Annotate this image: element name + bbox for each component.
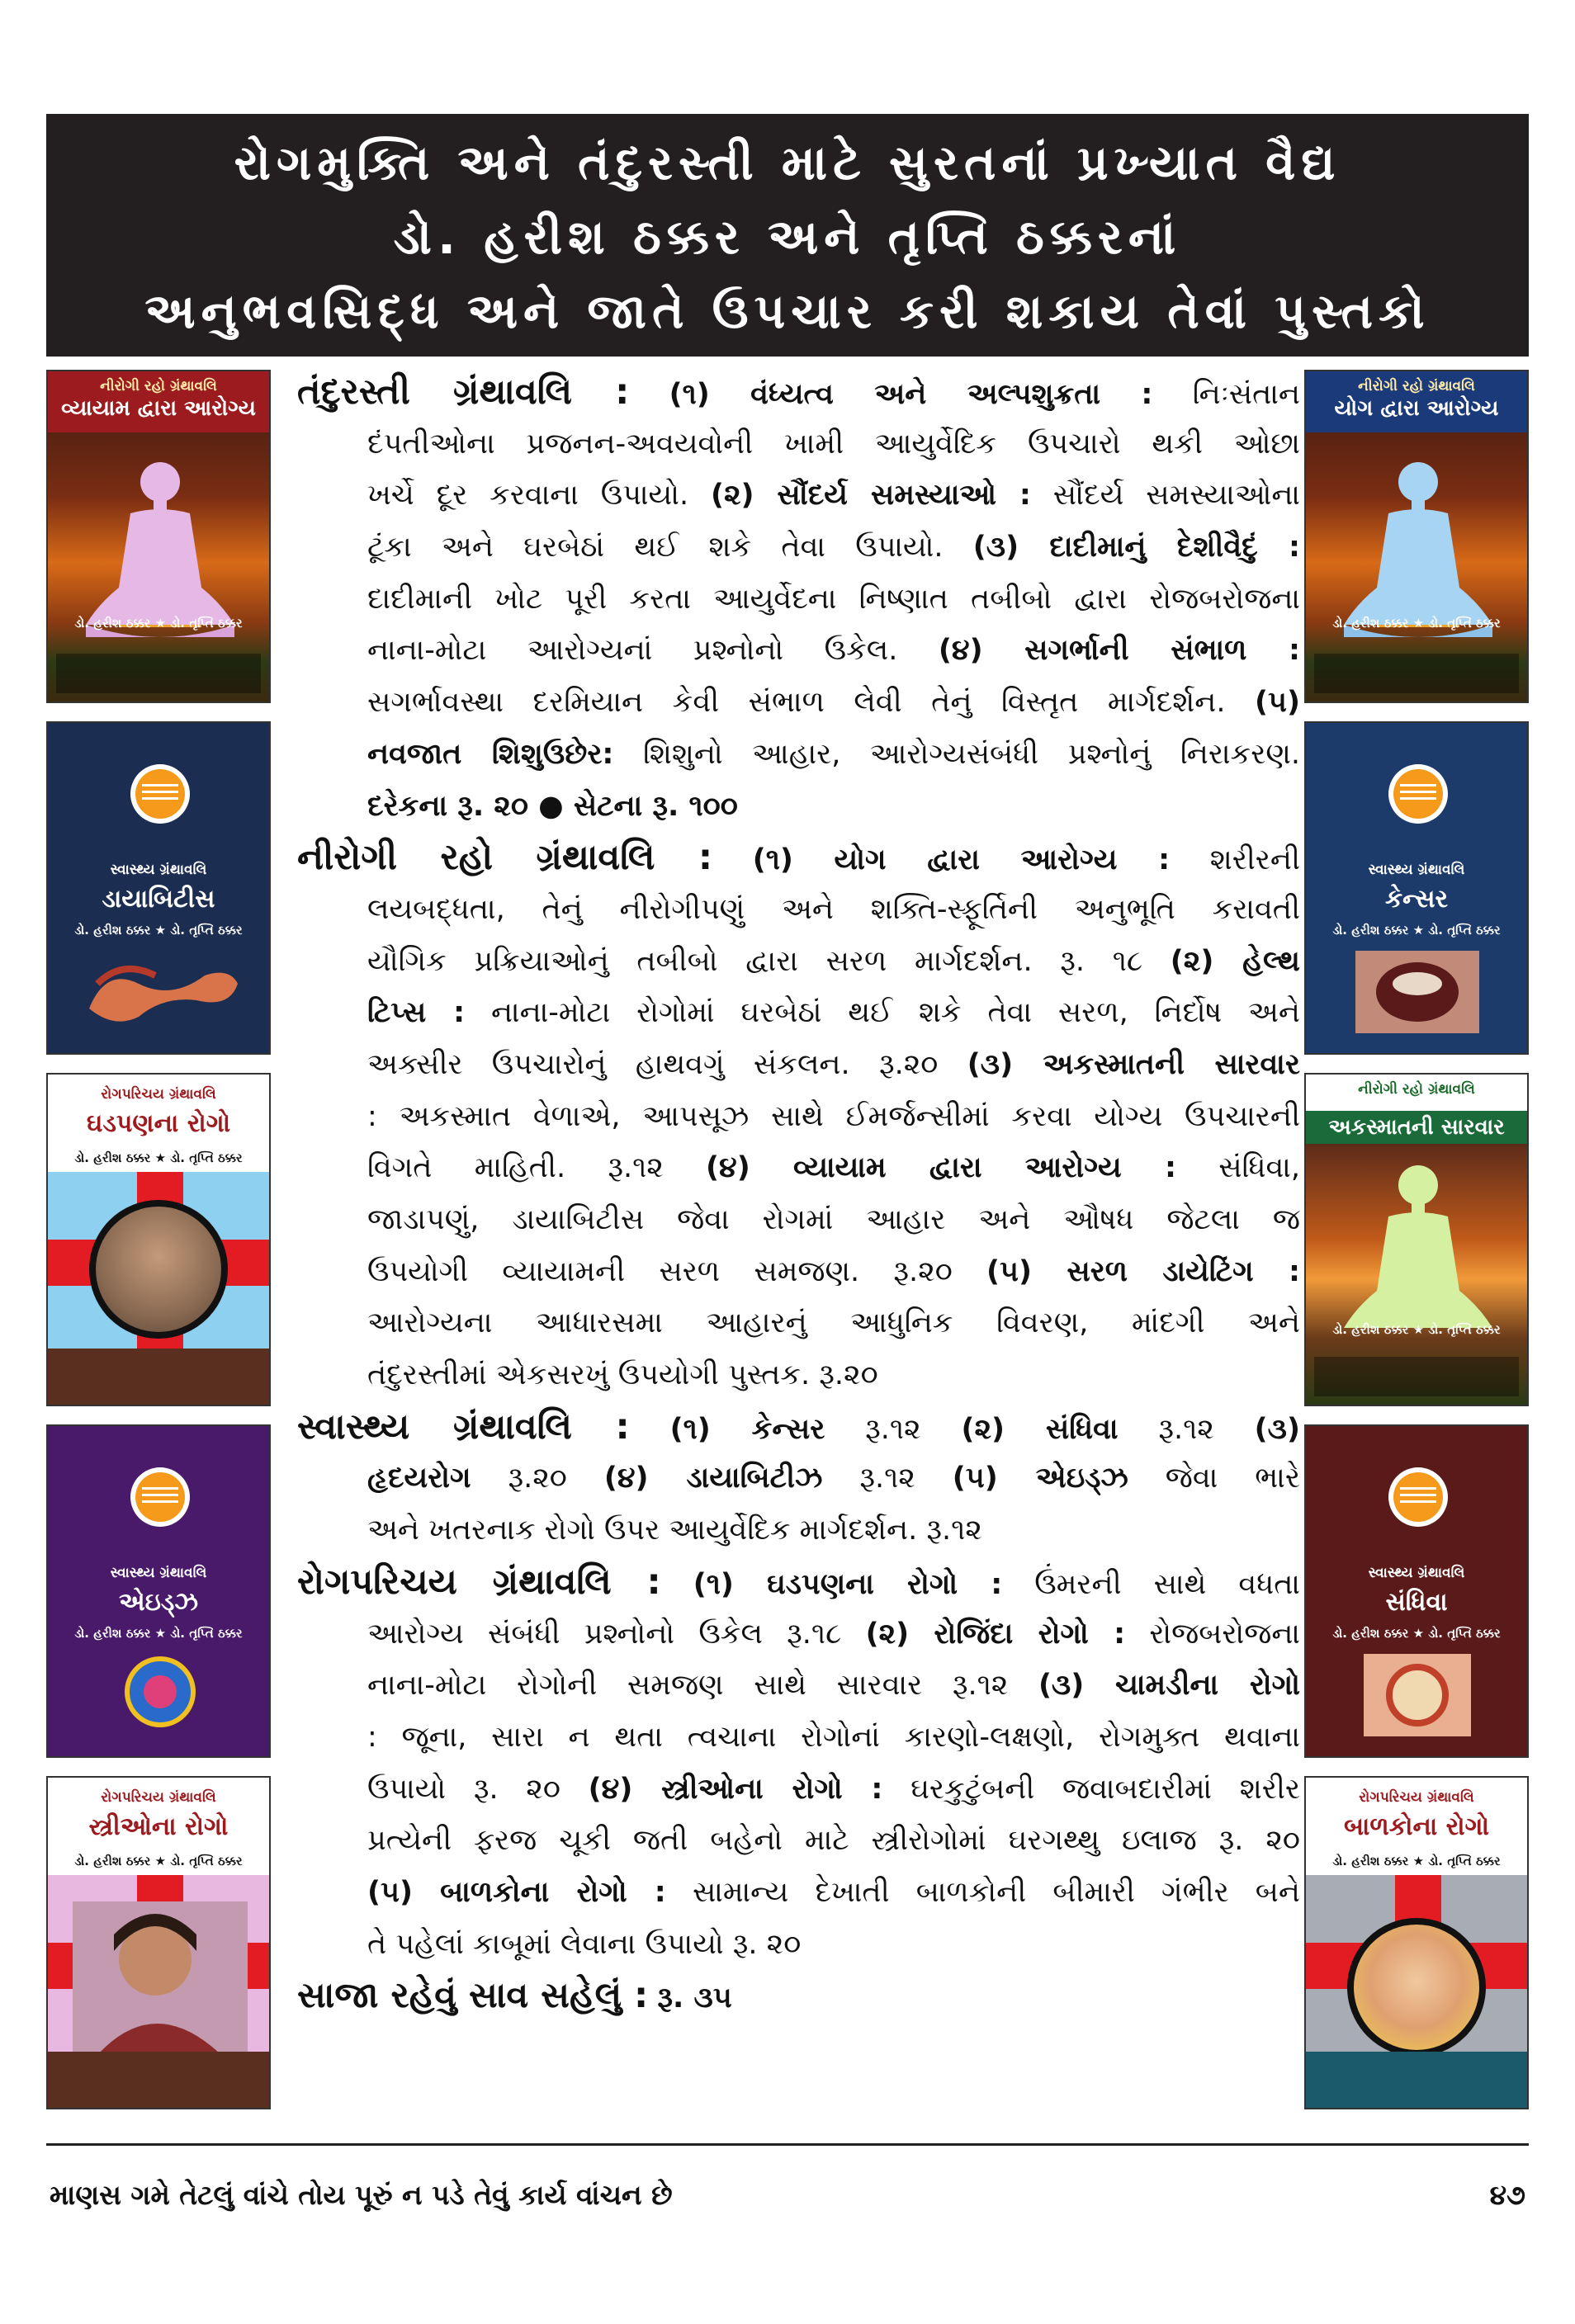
cover-series: સ્વાસ્થ્ય ગ્રંથાવલિ [110, 1565, 207, 1581]
price: રૂ. ૩૫ [657, 1982, 732, 2015]
cover-title: બાળકોના રોગો [1343, 1812, 1490, 1841]
cover-title: ડાયાબિટીસ [102, 885, 215, 914]
virus-illustration-icon [73, 1654, 248, 1736]
cover-author: ડો. હરીશ ઠક્કર ★ ડો. તૃપ્તિ ઠક્કર [1332, 923, 1501, 938]
cover-title: ઘડપણના રોગો [86, 1109, 231, 1138]
footer-divider [46, 2143, 1529, 2146]
cover-author: ડો. હરીશ ઠક્કર ★ ડો. તૃપ્તિ ઠક્કર [74, 616, 243, 631]
cover-title: અકસ્માતની સારવાર [1306, 1111, 1527, 1144]
sun-logo-icon [135, 769, 185, 819]
cover-series: સ્વાસ્થ્ય ગ્રંથાવલિ [1368, 862, 1465, 878]
banner-line-3: અનુભવસિદ્ધ અને જાતે ઉપચાર કરી શકાય તેવાં પુસ્તકો [144, 283, 1431, 339]
section-heading: સાજા રહેવું સાવ સહેલું : [297, 1975, 649, 2017]
pancreas-illustration-icon [73, 951, 248, 1033]
cover-author: ડો. હરીશ ઠક્કર ★ ડો. તૃપ્તિ ઠક્કર [1332, 1322, 1501, 1337]
banner-line-2: ડો. હરીશ ઠક્કર અને તૃપ્તિ ઠક્કરનાં [393, 209, 1182, 265]
knee-joint-illustration-icon [1331, 1654, 1506, 1736]
sun-logo-icon [1393, 1472, 1443, 1522]
cover-ghadpan [46, 1073, 271, 1406]
cover-author: ડો. હરીશ ઠક્કર ★ ડો. તૃપ્તિ ઠક્કર [74, 923, 243, 938]
mouth-photo [1331, 951, 1506, 1033]
cover-author: ડો. હરીશ ઠક્કર ★ ડો. તૃપ્તિ ઠક્કર [1332, 616, 1501, 631]
cover-series: નીરોગી રહો ગ્રંથાવલિ [1358, 1081, 1475, 1098]
cover-author: ડો. હરીશ ઠક્કર ★ ડો. તૃપ્તિ ઠક્કર [1332, 1854, 1501, 1868]
children-photo [1347, 1918, 1486, 2057]
cover-cancer [1304, 721, 1529, 1055]
section-nirogi-raho: નીરોગી રહો ગ્રંથાવલિ : (૧) યોગ દ્વારા આરોગ્ય : શરીરની લયબદ્ધતા, તેનું નીરોગીપણું અને શક્તિ-સ્ફૂર્તિની અનુભૂતિ કરાવતી યૌગિક પ્રક્રિયાઓનું તબીબો દ્વારા સરળ માર્ગદર્શન. રૂ. ૧૮ (૨) હેલ્થ ટિપ્સ : નાના-મોટા રોગોમાં ઘરબેઠાં થઈ શકે તેવા સરળ, નિર્દોષ અને અક્સીર ઉપચારોનું હાથવગું સંકલન. રૂ.૨૦ (૩) અકસ્માતની સારવાર : અકસ્માત વેળાએ, આપસૂઝ સાથે ઈમર્જન્સીમાં કરવા યોગ્ય ઉપચારની વિગતે માહિતી. રૂ.૧૨ (૪) વ્યાયામ દ્વારા આરોગ્ય : સંધિવા, જાડાપણું, ડાયાબિટીસ જેવા રોગમાં આહાર અને ઔષધ જેટલા જ ઉપયોગી વ્યાયામની સરળ સમજણ. રૂ.૨૦ (૫) સરળ ડાયેટિંગ : આરોગ્યના આધારસમા આહારનું આધુનિક વિવરણ, માંદગી અને તંદુરસ્તીમાં એકસરખું ઉપયોગી પુસ્તક. રૂ.૨૦ [297, 837, 1300, 1392]
cover-akasmat [1304, 1073, 1529, 1406]
cover-title: વ્યાયામ દ્વારા આરોગ્ય [61, 396, 256, 421]
cover-sandhiva [1304, 1424, 1529, 1758]
section-saja-rahevu [297, 1970, 1300, 2022]
section-heading: નીરોગી રહો ગ્રંથાવલિ : [297, 837, 713, 879]
cover-series: રોગપરિચય ગ્રંથાવલિ [101, 1086, 216, 1103]
footer-quote: માણસ ગમે તેટલું વાંચે તોય પૂરું ન પડે તેવું કાર્ય વાંચન છે [50, 2179, 673, 2211]
cover-title: સ્ત્રીઓના રોગો [88, 1812, 229, 1841]
section-heading: રોગપરિચય ગ્રંથાવલિ : [297, 1561, 661, 1603]
cover-series: સ્વાસ્થ્ય ગ્રંથાવલિ [110, 862, 207, 878]
elderly-man-photo [89, 1200, 228, 1339]
cover-series: રોગપરિચય ગ્રંથાવલિ [101, 1789, 216, 1806]
cover-series: સ્વાસ્થ્ય ગ્રંથાવલિ [1368, 1565, 1465, 1581]
section-heading: સ્વાસ્થ્ય ગ્રંથાવલિ : [297, 1405, 630, 1448]
cover-author: ડો. હરીશ ઠક્કર ★ ડો. તૃપ્તિ ઠક્કર [74, 1626, 243, 1641]
cover-series: નીરોગી રહો ગ્રંથાવલિ [100, 378, 217, 394]
cover-balak [1304, 1776, 1529, 2109]
cover-author: ડો. હરીશ ઠક્કર ★ ડો. તૃપ્તિ ઠક્કર [74, 1854, 243, 1868]
cover-series: રોગપરિચય ગ્રંથાવલિ [1359, 1789, 1474, 1806]
header-banner [46, 114, 1529, 357]
section-heading: તંદુરસ્તી ગ્રંથાવલિ : [297, 371, 630, 413]
cover-diabetes [46, 721, 271, 1055]
cover-series: નીરોગી રહો ગ્રંથાવલિ [1358, 378, 1475, 394]
cover-title: યોગ દ્વારા આરોગ્ય [1334, 396, 1499, 421]
cover-stri [46, 1776, 271, 2109]
section-swasthya: સ્વાસ્થ્ય ગ્રંથાવલિ : (૧) કેન્સર રૂ.૧૨ (૨) સંધિવા રૂ.૧૨ (૩) હૃદયરોગ રૂ.૨૦ (૪) ડાયાબિટીઝ રૂ.૧૨ (૫) એઇડ્ઝ જેવા ભારે અને ખતરનાક રોગો ઉપર આયુર્વેદિક માર્ગદર્શન. રૂ.૧૨ [297, 1405, 1300, 1547]
book-descriptions [297, 366, 1300, 2022]
section-tandurasti: તંદુરસ્તી ગ્રંથાવલિ : (૧) વંધ્યત્વ અને અલ્પશુક્રતા : નિઃસંતાન દંપતીઓના પ્રજનન-અવયવોની ખામી આયુર્વેદિક ઉપચારો થકી ઓછા ખર્ચે દૂર કરવાના ઉપાયો. (૨) સૌંદર્ય સમસ્યાઓ : સૌંદર્ય સમસ્યાઓના ટૂંકા અને ઘરબેઠાં થઈ શકે તેવા ઉપાયો. (૩) દાદીમાનું દેશીવૈદું : દાદીમાની ખોટ પૂરી કરતા આયુર્વેદના નિષ્ણાત તબીબો દ્વારા રોજબરોજના નાના-મોટા આરોગ્યનાં પ્રશ્નોનો ઉકેલ. (૪) સગર્ભાની સંભાળ : સગર્ભાવસ્થા દરમિયાન કેવી સંભાળ લેવી તેનું વિસ્તૃત માર્ગદર્શન. (૫) નવજાત શિશુઉછેર: શિશુનો આહાર, આરોગ્યસંબંધી પ્રશ્નોનું નિરાકરણ. દરેકના રૂ. ૨૦ ● સેટના રૂ. ૧૦૦ [297, 371, 1300, 823]
cover-title: એઇડ્ઝ [118, 1588, 199, 1617]
cover-yog [1304, 370, 1529, 703]
banner-line-1: રોગમુક્તિ અને તંદુરસ્તી માટે સુરતનાં પ્રખ્યાત વૈદ્ય [234, 135, 1341, 191]
cover-author: ડો. હરીશ ઠક્કર ★ ડો. તૃપ્તિ ઠક્કર [1332, 1626, 1501, 1641]
cover-title: સંધિવા [1385, 1588, 1448, 1617]
cover-aids [46, 1424, 271, 1758]
sun-logo-icon [135, 1472, 185, 1522]
cover-title: કેન્સર [1384, 885, 1449, 914]
cover-vyayam [46, 370, 271, 703]
section-rogparichay: રોગપરિચય ગ્રંથાવલિ : (૧) ઘડપણના રોગો : ઉંમરની સાથે વધતા આરોગ્ય સંબંધી પ્રશ્નોનો ઉકેલ રૂ.૧૮ (૨) રોજિંદા રોગો : રોજબરોજના નાના-મોટા રોગોની સમજણ સાથે સારવાર રૂ.૧૨ (૩) ચામડીના રોગો : જૂના, સારા ન થતા ત્વચાના રોગોનાં કારણો-લક્ષણો, રોગમુક્ત થવાના ઉપાયો રૂ. ૨૦ (૪) સ્ત્રીઓના રોગો : ઘરકુટુંબની જવાબદારીમાં શરીર પ્રત્યેની ફરજ ચૂકી જતી બહેનો માટે સ્ત્રીરોગોમાં ઘરગથ્થુ ઇલાજ રૂ. ૨૦ (૫) બાળકોના રોગો : સામાન્ય દેખાતી બાળકોની બીમારી ગંભીર બને તે પહેલાં કાબૂમાં લેવાના ઉપાયો રૂ. ૨૦ [297, 1561, 1300, 1961]
cover-author: ડો. હરીશ ઠક્કર ★ ડો. તૃપ્તિ ઠક્કર [74, 1150, 243, 1165]
sun-logo-icon [1393, 769, 1443, 819]
page-number: ૪૭ [1489, 2179, 1525, 2211]
woman-photo [73, 1901, 248, 2055]
